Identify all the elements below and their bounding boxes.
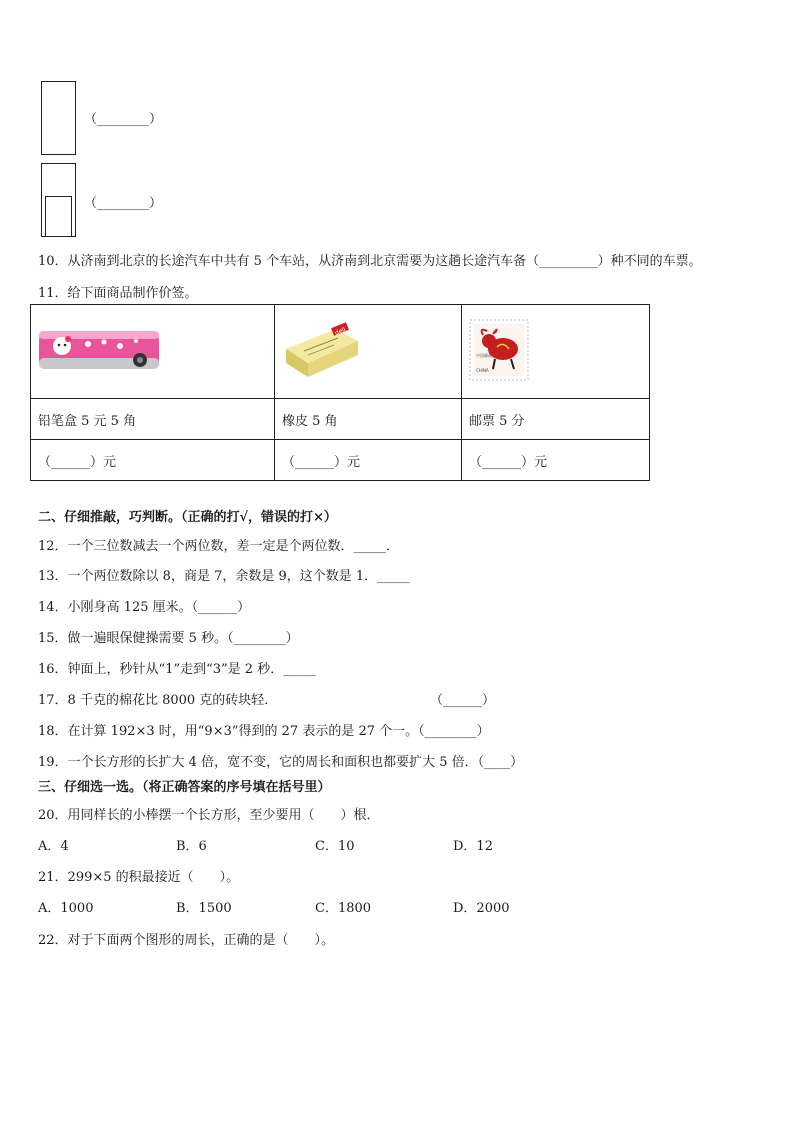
stamp-country-en: CHINA xyxy=(476,367,489,373)
price-tag-eraser[interactable]: （______）元 xyxy=(275,440,462,481)
figure-2-answer-blank[interactable]: （________） xyxy=(84,196,163,211)
question-17-answer-blank[interactable]: （______） xyxy=(430,693,496,708)
item-name-pencil-case: 铅笔盒 5 元 5 角 xyxy=(31,399,275,440)
q21-option-c[interactable]: C．1800 xyxy=(315,901,372,916)
stamp-cell xyxy=(462,305,650,399)
q20-option-c[interactable]: C．10 xyxy=(315,839,355,854)
question-12: 12．一个三位数减去一个两位数，差一定是个两位数．_____． xyxy=(38,539,400,554)
section-2-heading: 二、仔细推敲，巧判断。（正确的打√，错误的打×） xyxy=(38,510,337,525)
q21-option-d[interactable]: D．2000 xyxy=(453,901,510,916)
price-tag-pencil-case[interactable]: （______）元 xyxy=(31,440,275,481)
question-11: 11．给下面商品制作价签。 xyxy=(38,286,198,301)
q20-option-a[interactable]: A．4 xyxy=(38,839,69,854)
question-18: 18．在计算 192×3 时，用“9×3”得到的 27 表示的是 27 个一。（________） xyxy=(38,724,490,739)
eraser-brand-text: deli xyxy=(334,325,347,337)
eraser-cell xyxy=(275,305,462,399)
pencil-case-photo xyxy=(38,328,160,372)
question-22: 22．对于下面两个图形的周长，正确的是（ ）。 xyxy=(38,933,335,948)
figure-inner-square xyxy=(45,196,72,237)
q20-option-d[interactable]: D．12 xyxy=(453,839,493,854)
item-name-stamp: 邮票 5 分 xyxy=(462,399,650,440)
figure-1-answer-blank[interactable]: （________） xyxy=(84,112,163,127)
question-14: 14．小刚身高 125 厘米。（______） xyxy=(38,600,251,615)
stamp-photo xyxy=(469,319,529,381)
question-19: 19．一个长方形的长扩大 4 倍，宽不变，它的周长和面积也都要扩大 5 倍．（____） xyxy=(38,755,524,770)
section-3-heading: 三、仔细选一选。（将正确答案的序号填在括号里） xyxy=(38,780,331,795)
figure-rectangle-1 xyxy=(41,81,76,155)
q21-option-a[interactable]: A．1000 xyxy=(38,901,94,916)
question-10: 10．从济南到北京的长途汽车中共有 5 个车站，从济南到北京需要为这趟长途汽车备（_________）种不同的车票。 xyxy=(38,254,702,269)
pencil-case-cell xyxy=(31,305,275,399)
price-tag-stamp[interactable]: （______）元 xyxy=(462,440,650,481)
stamp-country-cn: 中国邮政 xyxy=(476,352,492,358)
q20-option-b[interactable]: B．6 xyxy=(176,839,207,854)
question-20: 20．用同样长的小棒摆一个长方形，至少要用（ ）根． xyxy=(38,808,380,823)
question-16: 16．钟面上，秒针从“1”走到“3”是 2 秒．_____ xyxy=(38,662,316,677)
eraser-photo xyxy=(282,319,360,381)
question-13: 13．一个两位数除以 8，商是 7，余数是 9，这个数是 1．_____ xyxy=(38,569,410,584)
item-name-eraser: 橡皮 5 角 xyxy=(275,399,462,440)
goods-price-table xyxy=(30,304,650,481)
question-17: 17．8 千克的棉花比 8000 克的砖块轻． xyxy=(38,693,278,708)
question-21: 21．299×5 的积最接近（ ）。 xyxy=(38,870,240,885)
q21-option-b[interactable]: B．1500 xyxy=(176,901,232,916)
question-15: 15．做一遍眼保健操需要 5 秒。（________） xyxy=(38,631,299,646)
